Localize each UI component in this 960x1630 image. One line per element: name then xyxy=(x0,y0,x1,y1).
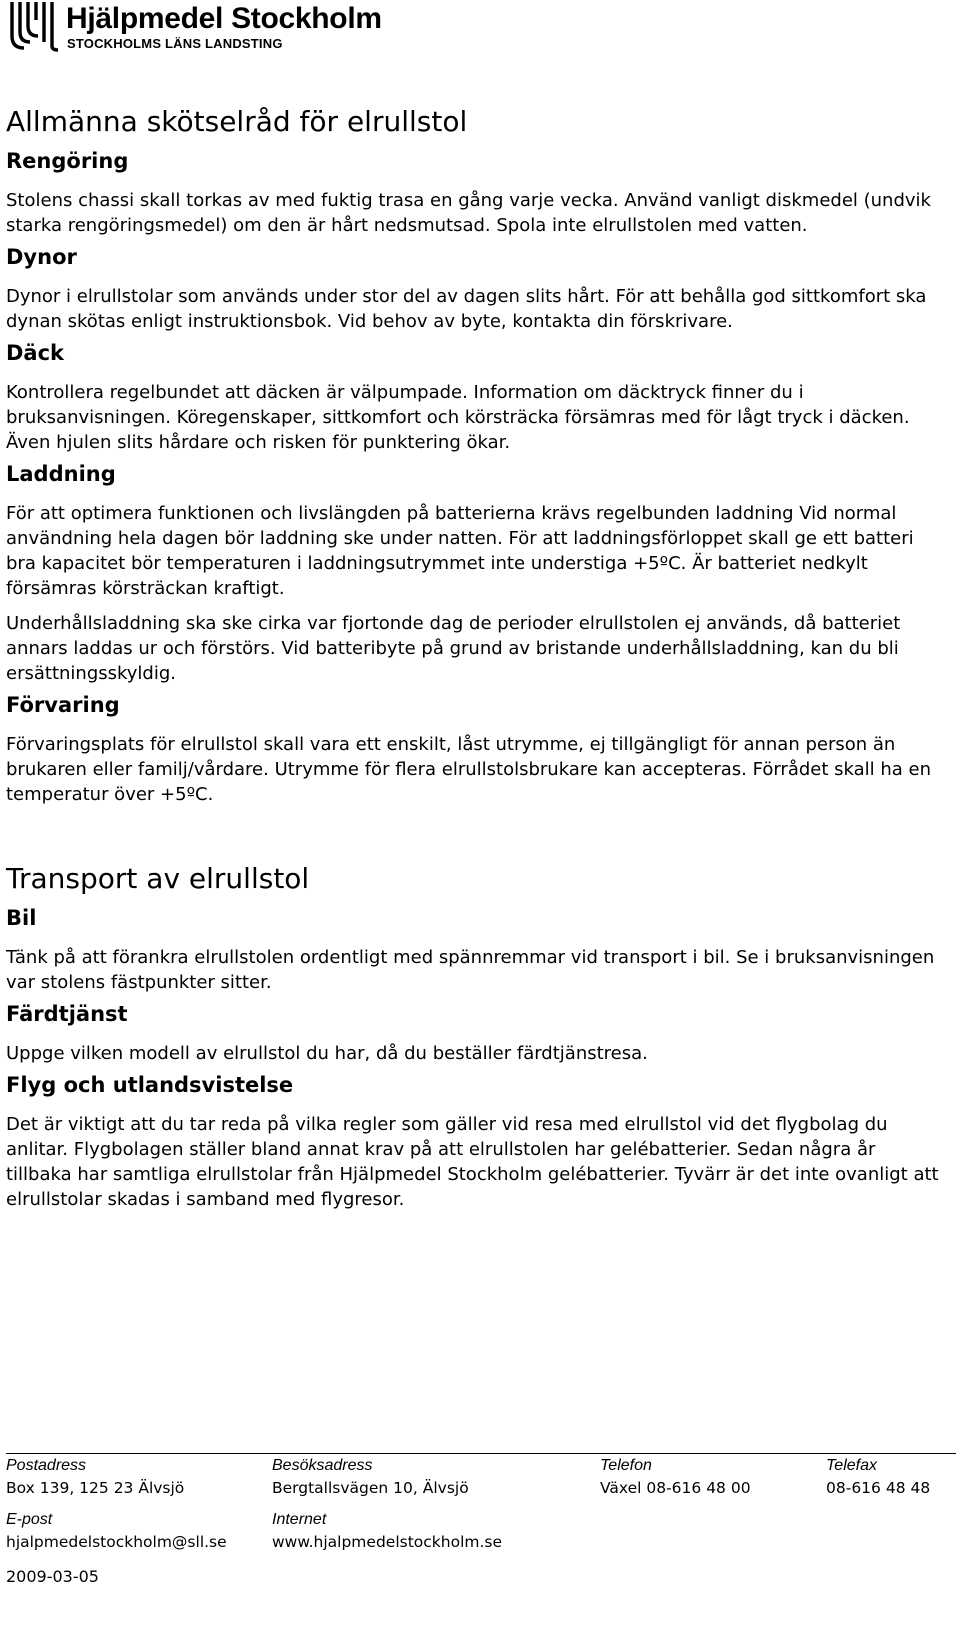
text-bil: Tänk på att förankra elrullstolen ordentligt med spännremmar vid transport i bil. Se i bruksanvisningen var stolens fästpunkter sitter. xyxy=(6,947,935,993)
postadress-label: Postadress xyxy=(6,1457,87,1474)
footer-internet xyxy=(272,1509,502,1553)
text-dack: Kontrollera regelbundet att däcken är välpumpade. Information om däcktryck finner du i bruksanvisningen. Köregenskaper, sittkomfort och körsträcka försämras med för lågt tryck i däcken. Även hjulen slits hårdare och risken för punktering ökar. xyxy=(6,382,910,453)
footer-telefon xyxy=(600,1455,751,1499)
footer-postadress xyxy=(6,1455,184,1499)
brand-subtitle: STOCKHOLMS LÄNS LANDSTING xyxy=(67,36,283,51)
text-dynor: Dynor i elrullstolar som används under stor del av dagen slits hårt. För att behålla god sittkomfort ska dynan skötas enligt instruktionsbok. Vid behov av byte, kontakta din förskrivare. xyxy=(6,286,927,332)
text-laddning-1: För att optimera funktionen och livslängden på batterierna krävs regelbunden laddning Vid normal användning hela dagen bör laddning ske under natten. För att laddningsförloppet skall ge ett batteri bra kapacitet bör temperaturen i laddningsutrymmet inte understiga +5ºC. Är batteriet nedkylt försämras körsträckan kraftigt. xyxy=(6,503,914,599)
heading-dynor: Dynor xyxy=(6,245,77,269)
text-flyg: Det är viktigt att du tar reda på vilka regler som gäller vid resa med elrullstol vid det flygbolag du anlitar. Flygbolagen ställer bland annat krav på att elrullstolen har gelébatterier. Sedan några år tillbaka har samtliga elrullstolar från Hjälpmedel Stockholm gelébatterier. Tyvärr är det inte ovanligt att elrullstolar skadas i samband med flygresor. xyxy=(6,1114,939,1210)
telefax-label: Telefax xyxy=(826,1457,877,1474)
brand-name: Hjälpmedel Stockholm xyxy=(66,2,382,35)
document-date: 2009-03-05 xyxy=(6,1567,99,1586)
title-transport: Transport av elrullstol xyxy=(6,862,310,895)
epost-label: E-post xyxy=(6,1511,53,1528)
heading-rengoring: Rengöring xyxy=(6,149,129,173)
telefon-label: Telefon xyxy=(600,1457,652,1474)
epost-value[interactable]: hjalpmedelstockholm@sll.se xyxy=(6,1533,227,1551)
text-forvaring: Förvaringsplats för elrullstol skall vara ett enskilt, låst utrymme, ej tillgängligt för annan person än brukaren eller familj/vårdare. Utrymme för flera elrullstolsbrukare kan accepteras. Förrådet skall ha en temperatur över +5ºC. xyxy=(6,734,932,805)
telefax-value: 08-616 48 48 xyxy=(826,1479,931,1497)
footer-telefax xyxy=(826,1455,930,1499)
document-body xyxy=(6,100,946,1212)
heading-dack: Däck xyxy=(6,341,65,365)
text-laddning-2: Underhållsladdning ska ske cirka var fjortonde dag de perioder elrullstolen ej används, då batteriet annars laddas ur och förstörs. Vid batteribyte på grund av bristande underhållsladdning, kan du bli ersättningsskyldig. xyxy=(6,613,901,684)
heading-laddning: Laddning xyxy=(6,462,116,486)
besoksadress-label: Besöksadress xyxy=(272,1457,373,1474)
footer-divider xyxy=(6,1453,956,1454)
heading-forvaring: Förvaring xyxy=(6,693,120,717)
telefon-value: Växel 08-616 48 00 xyxy=(600,1479,751,1497)
heading-fardtjanst: Färdtjänst xyxy=(6,1002,128,1026)
internet-value[interactable]: www.hjalpmedelstockholm.se xyxy=(272,1533,503,1551)
landsting-logo-icon xyxy=(6,2,62,52)
footer-besoksadress xyxy=(272,1455,469,1499)
heading-flyg: Flyg och utlandsvistelse xyxy=(6,1073,294,1097)
postadress-value: Box 139, 125 23 Älvsjö xyxy=(6,1479,185,1497)
text-rengoring: Stolens chassi skall torkas av med fuktig trasa en gång varje vecka. Använd vanligt diskmedel (undvik starka rengöringsmedel) om den är hårt nedsmutsad. Spola inte elrullstolen med vatten. xyxy=(6,190,931,236)
internet-label: Internet xyxy=(272,1511,327,1528)
page-header xyxy=(6,0,406,56)
title-skotselrad: Allmänna skötselråd för elrullstol xyxy=(6,105,468,138)
heading-bil: Bil xyxy=(6,906,37,930)
footer-epost xyxy=(6,1509,227,1553)
text-fardtjanst: Uppge vilken modell av elrullstol du har, då du beställer färdtjänstresa. xyxy=(6,1043,648,1064)
besoksadress-value: Bergtallsvägen 10, Älvsjö xyxy=(272,1479,469,1497)
